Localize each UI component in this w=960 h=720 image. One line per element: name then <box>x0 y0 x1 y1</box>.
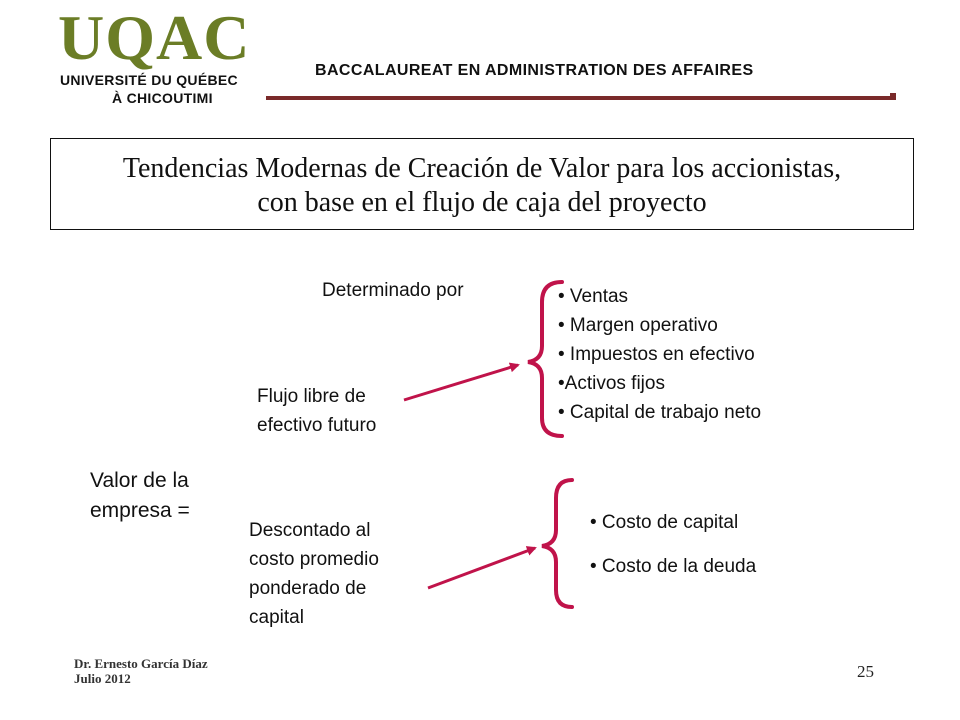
list-item: • Ventas <box>558 286 629 307</box>
list-item: • Costo de la deuda <box>590 556 757 577</box>
list-item: • Costo de capital <box>590 512 739 533</box>
flujo-line2: efectivo futuro <box>257 415 377 436</box>
header-title: BACCALAUREAT EN ADMINISTRATION DES AFFAIRES <box>315 62 754 79</box>
slide-title-line2: con base en el flujo de caja del proyecto <box>257 187 707 218</box>
desc-line1: Descontado al <box>249 520 371 541</box>
arrow-flujo-to-drivers <box>404 365 518 400</box>
desc-line4: capital <box>249 607 304 628</box>
footer-author: Dr. Ernesto García Díaz <box>74 656 208 671</box>
desc-line2: costo promedio <box>249 549 379 570</box>
valor-line2: empresa = <box>90 499 190 522</box>
logo-university-line: UNIVERSITÉ DU QUÉBEC <box>60 72 238 88</box>
determinado-label: Determinado por <box>322 280 464 301</box>
uqac-logo-wordmark: UQAC <box>58 2 251 73</box>
slide-title-line1: Tendencias Modernas de Creación de Valor para los accionistas, <box>122 153 842 184</box>
flujo-line1: Flujo libre de <box>257 386 366 407</box>
page-number: 25 <box>857 662 874 681</box>
list-item: • Capital de trabajo neto <box>558 402 762 423</box>
valor-line1: Valor de la <box>90 469 189 492</box>
logo-city-line: À CHICOUTIMI <box>112 90 213 106</box>
list-item: • Margen operativo <box>558 315 718 336</box>
list-item: • Impuestos en efectivo <box>558 344 755 365</box>
footer-date: Julio 2012 <box>74 671 131 686</box>
brace-drivers <box>528 282 562 436</box>
list-item: •Activos fijos <box>558 373 665 394</box>
arrow-descontado-to-costs <box>428 548 535 588</box>
desc-line3: ponderado de <box>249 578 367 599</box>
brace-costs <box>542 480 572 607</box>
